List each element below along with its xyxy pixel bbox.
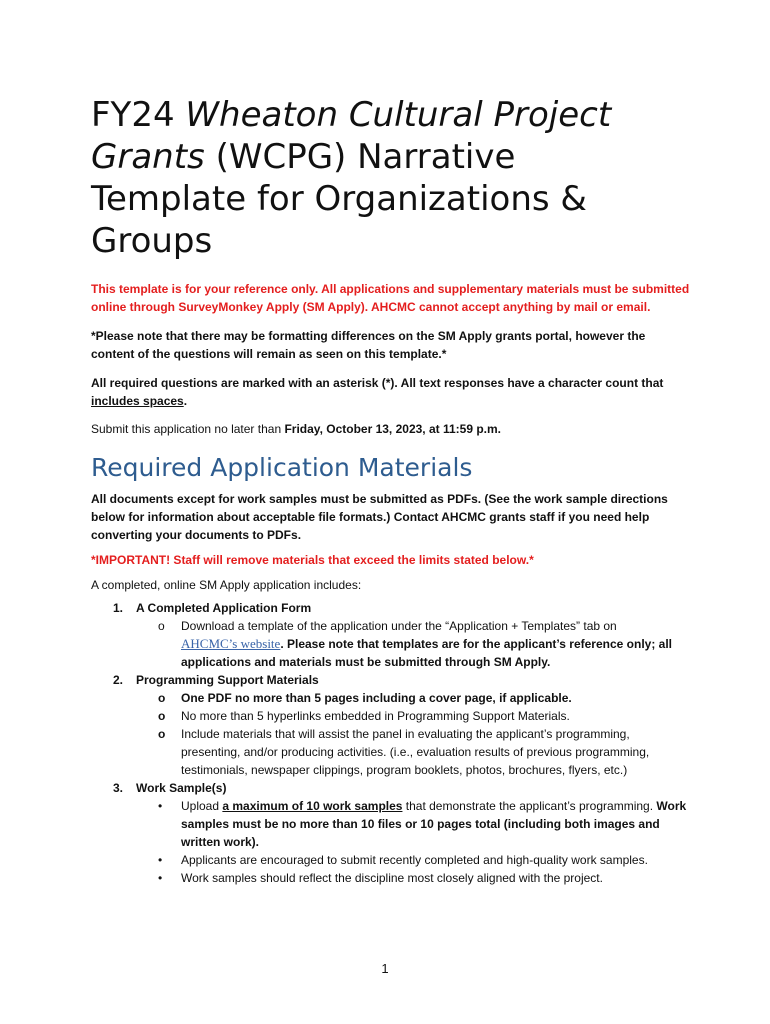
title-italic2: Grants — [91, 137, 205, 177]
sub-item-text-b: that demonstrate the applicant’s programming. — [402, 799, 657, 813]
sub-list — [136, 689, 691, 779]
ahcmc-website-link[interactable]: AHCMC’s website — [181, 636, 281, 651]
list-item-title: Work Sample(s) — [136, 781, 227, 795]
sub-list-item — [136, 689, 691, 707]
sub-list-item — [136, 797, 691, 851]
title-part2: (WCPG) Narrative — [204, 137, 516, 177]
sub-item-text: Download a template of the application under the “Application + Templates” tab on — [181, 619, 617, 633]
sub-item-text: Include materials that will assist the panel in evaluating the applicant’s programming, presenting, and/or producing activities. (i.e., evaluation results of previous programming, testimonials, newspaper clippings, program booklets, photos, brochures, flyers, etc.) — [181, 727, 650, 777]
intro-text: A completed, online SM Apply application includes: — [91, 578, 362, 592]
sub-list — [136, 797, 691, 887]
bullet-icon: • — [158, 871, 163, 885]
sub-list-item — [136, 617, 691, 671]
list-item-work-samples — [91, 779, 691, 887]
sub-item-underlined: a maximum of 10 work samples — [222, 799, 403, 813]
page-number: 1 — [381, 961, 389, 976]
sub-item-text: No more than 5 hyperlinks embedded in Programming Support Materials. — [181, 709, 570, 723]
sub-list-item — [136, 851, 691, 869]
sub-item-text: One PDF no more than 5 pages including a cover page, if applicable. — [181, 691, 572, 705]
title-line4: Groups — [91, 221, 213, 261]
sub-list-item — [136, 869, 691, 887]
deadline-text: Submit this application no later than — [91, 422, 285, 436]
required-note — [91, 374, 691, 410]
list-number: 1. — [113, 601, 124, 615]
materials-list — [91, 599, 691, 887]
important-note: *IMPORTANT! Staff will remove materials that exceed the limits stated below.* — [91, 553, 534, 567]
sub-item-text: Work samples should reflect the discipline most closely aligned with the project. — [181, 871, 603, 885]
title-italic1: Wheaton Cultural Project — [185, 95, 612, 135]
list-number: 2. — [113, 673, 124, 687]
sub-marker: o — [158, 727, 166, 741]
deadline-date: Friday, October 13, 2023, at 11:59 p.m. — [284, 422, 501, 436]
list-item-title: Programming Support Materials — [136, 673, 319, 687]
sub-item-text: Upload — [181, 799, 223, 813]
sub-item-bold-text: Work samples must be no more than 10 files or 10 pages total (including both images and written work). — [181, 799, 687, 849]
bullet-icon: • — [158, 799, 163, 813]
sub-list-item — [136, 725, 691, 779]
reference-notice: This template is for your reference only. All applications and supplementary materials must be submitted online through SurveyMonkey Apply (SM Apply). AHCMC cannot accept anything by mail or email. — [91, 282, 690, 314]
title-line3: Template for Organizations & — [91, 179, 587, 219]
sub-item-text: Applicants are encouraged to submit recently completed and high-quality work samples. — [181, 853, 648, 867]
list-item-support-materials — [91, 671, 691, 779]
sub-list-item — [136, 707, 691, 725]
sub-item-bold-text: . Please note that templates are for the applicant’s reference only; all applications and materials must be submitted through SM Apply. — [181, 637, 672, 669]
sub-marker: o — [158, 691, 166, 705]
pdf-note: All documents except for work samples must be submitted as PDFs. (See the work sample directions below for information about acceptable file formats.) Contact AHCMC grants staff if you need help converting your documents to PDFs. — [91, 492, 668, 542]
sub-marker: o — [158, 709, 166, 723]
list-item-title: A Completed Application Form — [136, 601, 312, 615]
required-note-text: All required questions are marked with an asterisk (*). All text responses have a character count that — [91, 376, 664, 390]
document-title — [91, 94, 691, 262]
page-content — [91, 94, 691, 887]
deadline-note — [91, 420, 691, 438]
format-note: *Please note that there may be formatting differences on the SM Apply grants portal, however the content of the questions will remain as seen on this template.* — [91, 329, 646, 361]
section-heading: Required Application Materials — [91, 453, 473, 482]
sub-list — [136, 617, 691, 671]
bullet-icon: • — [158, 853, 163, 867]
required-note-end: . — [183, 394, 188, 408]
required-note-underlined: includes spaces — [91, 394, 184, 408]
sub-marker: o — [158, 619, 165, 633]
list-item-application-form — [91, 599, 691, 671]
title-part1: FY24 — [91, 95, 186, 135]
list-number: 3. — [113, 781, 124, 795]
